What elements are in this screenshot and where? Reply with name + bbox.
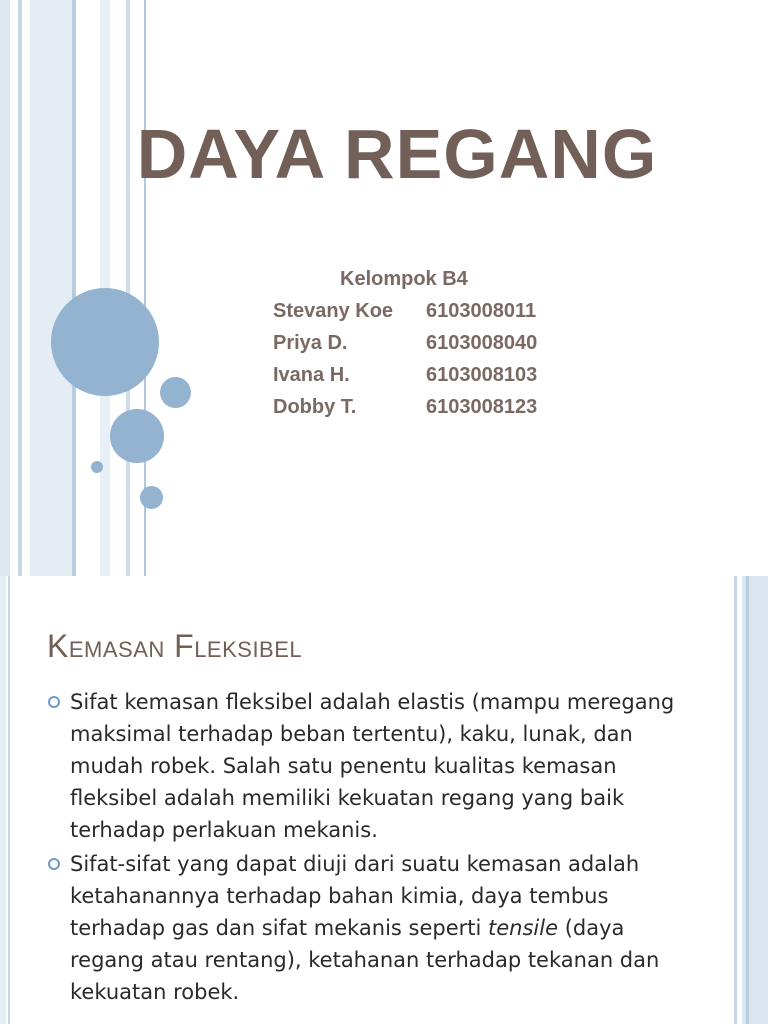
bullet-text (70, 852, 659, 1004)
member-name: Dobby T. (273, 396, 357, 418)
member-row (273, 396, 593, 422)
member-name: Stevany Koe (273, 300, 394, 322)
decor-stripe (126, 0, 130, 576)
member-nim: 6103008011 (426, 300, 537, 322)
ring-bullet-icon (48, 858, 60, 870)
bullet-text-part: (daya regang atau rentang), ketahanan terhadap tekanan dan kekuatan robek. (70, 916, 660, 1004)
decor-stripe (0, 0, 10, 576)
decor-stripe (18, 0, 22, 576)
decor-stripe (8, 576, 10, 1024)
decor-stripe (72, 0, 76, 576)
decor-stripe (734, 576, 737, 1024)
member-nim: 6103008040 (426, 332, 538, 354)
member-nim: 6103008103 (426, 364, 538, 386)
bullet-text: Sifat kemasan fleksibel adalah elastis (mampu meregang maksimal terhadap beban tertentu), kaku, lunak, dan mudah robek. Salah satu penentu kualitas kemasan fleksibel adalah memiliki kekuatan regang yang baik terhadap perlakuan mekanis. (70, 690, 675, 842)
decor-circle-small (160, 377, 191, 408)
bullet-item (48, 848, 688, 1008)
group-label: Kelompok B4 (340, 268, 468, 290)
decor-circle-large (51, 288, 159, 396)
member-row (273, 332, 593, 358)
decor-stripe (30, 0, 72, 576)
member-row (273, 364, 593, 390)
member-row (273, 300, 593, 326)
member-name: Priya D. (273, 332, 348, 354)
decor-circle-small (140, 486, 163, 509)
slide-title: DAYA REGANG (136, 115, 658, 193)
ring-bullet-icon (48, 696, 60, 708)
bullet-item (48, 686, 688, 846)
decor-circle-tiny (91, 461, 103, 473)
member-name: Ivana H. (273, 364, 350, 386)
decor-stripe (746, 576, 749, 1024)
content-slide (0, 576, 768, 1024)
bullet-list (48, 686, 688, 1010)
member-nim: 6103008123 (426, 396, 538, 418)
slide-heading: Kemasan Fleksibel (47, 628, 303, 664)
decor-circle-medium (110, 409, 164, 463)
bullet-text-part: Sifat-sifat yang dapat diuji dari suatu kemasan adalah ketahanannya terhadap bahan kimia, daya tembus terhadap gas dan sifat mekanis seperti (70, 852, 640, 940)
bullet-text-italic: tensile (488, 916, 559, 940)
decor-stripe (0, 576, 6, 1024)
